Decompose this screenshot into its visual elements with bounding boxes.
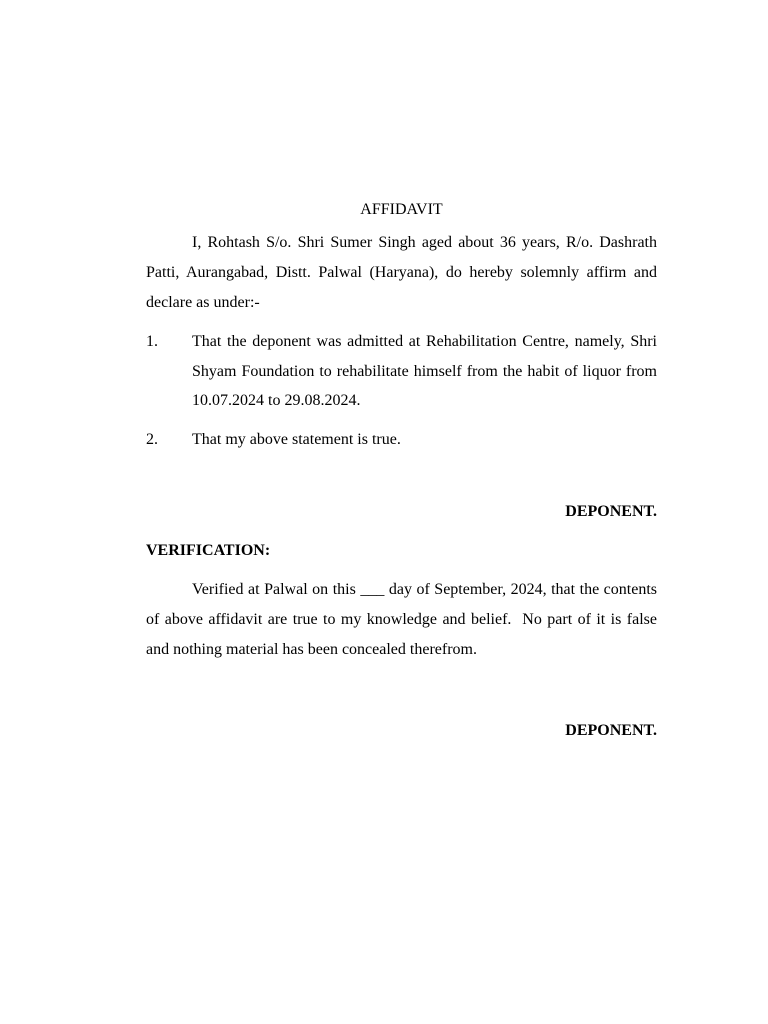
deponent-signature-label-2: DEPONENT.	[565, 722, 657, 739]
intro-text: I, Rohtash S/o. Shri Sumer Singh aged about 36 years, R/o. Dashrath Patti, Aurangabad, Distt. Palwal (Haryana), do hereby solemnly affirm and declare as under:-	[146, 234, 657, 311]
list-item-number: 1.	[146, 333, 158, 350]
list-item	[146, 425, 657, 455]
affidavit-body	[146, 198, 661, 743]
list-item	[146, 327, 657, 416]
list-item-text: That the deponent was admitted at Rehabilitation Centre, namely, Shri Shyam Foundation to rehabilitate himself from the habit of liquor from 10.07.2024 to 29.08.2024.	[192, 333, 657, 409]
list-item-text: That my above statement is true.	[192, 430, 401, 448]
document-title: AFFIDAVIT	[360, 201, 443, 218]
verification-text: Verified at Palwal on this ___ day of September, 2024, that the contents of above affidavit are true to my knowledge and belief. No part of it is false and nothing material has been concealed therefrom.	[146, 581, 661, 658]
verification-paragraph	[146, 575, 661, 665]
list-item-number: 2.	[146, 430, 158, 448]
intro-paragraph	[146, 228, 657, 318]
deponent-signature-label: DEPONENT.	[565, 503, 657, 520]
verification-heading: VERIFICATION:	[146, 542, 271, 559]
